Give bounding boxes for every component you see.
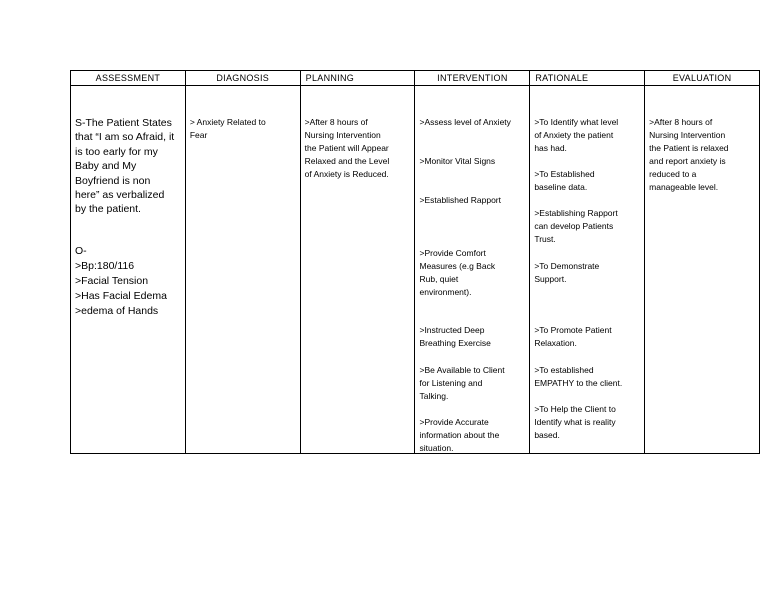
planning-cell	[300, 86, 415, 454]
planning-text: >After 8 hours of Nursing Intervention the Patient will Appear Relaxed and the Level of Anxiety is Reduced.	[304, 117, 390, 179]
table-row	[71, 86, 760, 454]
nursing-care-plan-table	[70, 70, 760, 454]
subjective-assessment-text: S-The Patient States that “I am so Afraid, it is too early for my Baby and My Boyfriend is non here” as verbalized by the patient.	[75, 117, 175, 216]
rationale-item: >Establishing Rapport can develop Patients Trust.	[534, 208, 618, 244]
intervention-item: >Assess level of Anxiety	[419, 117, 511, 127]
evaluation-cell	[645, 86, 760, 454]
rationale-cell	[530, 86, 645, 454]
header-intervention: INTERVENTION	[415, 71, 530, 86]
intervention-item: >Established Rapport	[419, 195, 501, 205]
diagnosis-text: > Anxiety Related to Fear	[189, 117, 266, 140]
rationale-item: >To established EMPATHY to the client.	[534, 365, 623, 388]
header-planning: PLANNING	[300, 71, 415, 86]
header-diagnosis: DIAGNOSIS	[185, 71, 300, 86]
rationale-item: >To Established baseline data.	[534, 169, 595, 192]
assessment-cell	[71, 86, 186, 454]
evaluation-text: >After 8 hours of Nursing Intervention the Patient is relaxed and report anxiety is reduced to a manageable level.	[649, 117, 729, 192]
intervention-item: >Be Available to Client for Listening and Talking.	[419, 365, 505, 401]
header-assessment: ASSESSMENT	[71, 71, 186, 86]
intervention-item: >Monitor Vital Signs	[419, 156, 496, 166]
rationale-item: >To Help the Client to Identify what is reality based.	[534, 404, 616, 440]
header-evaluation: EVALUATION	[645, 71, 760, 86]
rationale-item: >To Identify what level of Anxiety the patient has had.	[534, 117, 619, 153]
intervention-cell	[415, 86, 530, 454]
header-rationale: RATIONALE	[530, 71, 645, 86]
rationale-item: >To Promote Patient Relaxation.	[534, 325, 612, 348]
objective-assessment-text: O- >Bp:180/116 >Facial Tension >Has Facial Edema >edema of Hands	[75, 245, 167, 317]
rationale-item: >To Demonstrate Support.	[534, 261, 600, 284]
intervention-item: >Instructed Deep Breathing Exercise	[419, 325, 491, 348]
diagnosis-cell	[185, 86, 300, 454]
intervention-item: >Provide Comfort Measures (e.g Back Rub, quiet environment).	[419, 248, 496, 297]
intervention-item: >Provide Accurate information about the situation.	[419, 417, 500, 453]
table-header-row	[71, 71, 760, 86]
